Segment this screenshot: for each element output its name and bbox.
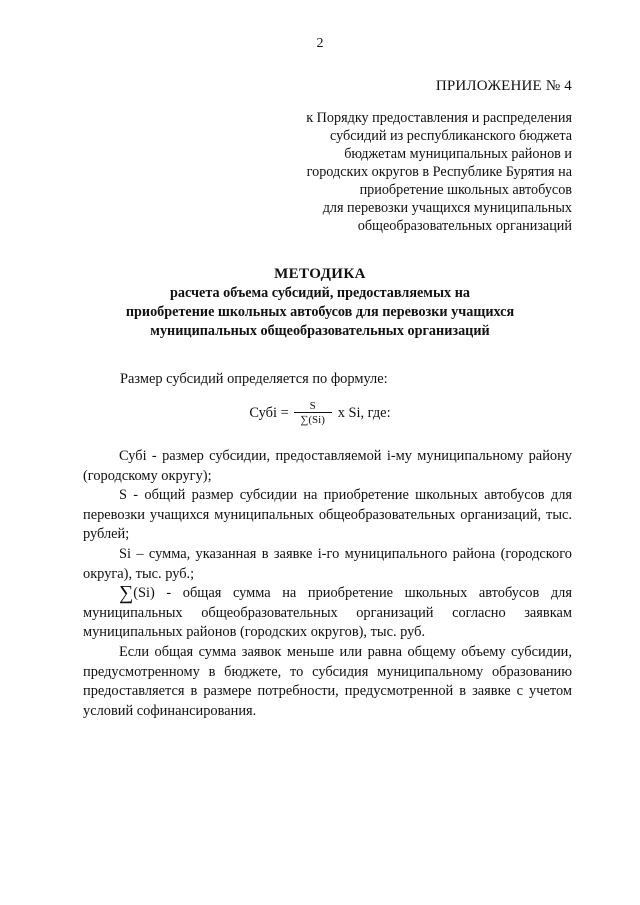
- appendix-note-line: бюджетам муниципальных районов и: [344, 146, 572, 162]
- formula: [0, 400, 640, 427]
- definition-paragraph: Субi - размер субсидии, предоставляемой i-му муниципальному району (городскому округу);: [83, 448, 572, 484]
- definition-paragraph: S - общий размер субсидии на приобретение школьных автобусов для перевозки учащихся муниципальных общеобразовательных организаций, тыс. рублей;: [83, 487, 572, 543]
- appendix-label: ПРИЛОЖЕНИЕ № 4: [435, 78, 572, 94]
- document-subtitle-line: муниципальных общеобразовательных организаций: [150, 323, 490, 339]
- formula-numerator: S: [309, 400, 316, 412]
- sum-definition-paragraph: [83, 584, 572, 643]
- definition-paragraph: Si – сумма, указанная в заявке i-го муниципального района (городского округа), тыс. руб.;: [83, 545, 572, 582]
- definitions: [83, 447, 572, 721]
- appendix-note-line: для перевозки учащихся муниципальных: [322, 200, 572, 216]
- sum-term: (Si): [133, 585, 155, 602]
- page-number: 2: [316, 36, 324, 51]
- formula-rhs: x Si, где:: [337, 405, 391, 421]
- formula-denominator: ∑(Si): [300, 414, 325, 426]
- formula-intro: Размер субсидий определяется по формуле:: [120, 371, 388, 387]
- appendix-note-line: общеобразовательных организаций: [357, 218, 572, 234]
- formula-lhs: Субi =: [249, 405, 289, 421]
- document-subtitle-line: приобретение школьных автобусов для перевозки учащихся: [125, 304, 515, 320]
- document-subtitle-line: расчета объема субсидий, предоставляемых на: [170, 285, 470, 301]
- appendix-note-line: городских округов в Республике Бурятия на: [306, 164, 572, 180]
- appendix-note: [252, 109, 572, 235]
- document-title: МЕТОДИКА: [274, 266, 366, 282]
- appendix-note-line: к Порядку предоставления и распределения: [306, 110, 572, 126]
- formula-fraction: [294, 400, 332, 427]
- appendix-note-line: субсидий из республиканского бюджета: [329, 128, 572, 144]
- sum-definition-text: - общая сумма на приобретение школьных автобусов для муниципальных общеобразовательных организаций согласно заявкам муниципальных районов (городских округов), тыс. руб.: [83, 585, 572, 641]
- appendix-note-line: приобретение школьных автобусов: [359, 182, 572, 198]
- document-heading: [0, 265, 640, 341]
- closing-paragraph: Если общая сумма заявок меньше или равна общему объему субсидии, предусмотренному в бюджете, то субсидия муниципальному образованию предоставляется в размере потребности, предусмотренной в заявке с учетом условий софинансирования.: [83, 643, 572, 719]
- sum-symbol: ∑: [119, 582, 134, 605]
